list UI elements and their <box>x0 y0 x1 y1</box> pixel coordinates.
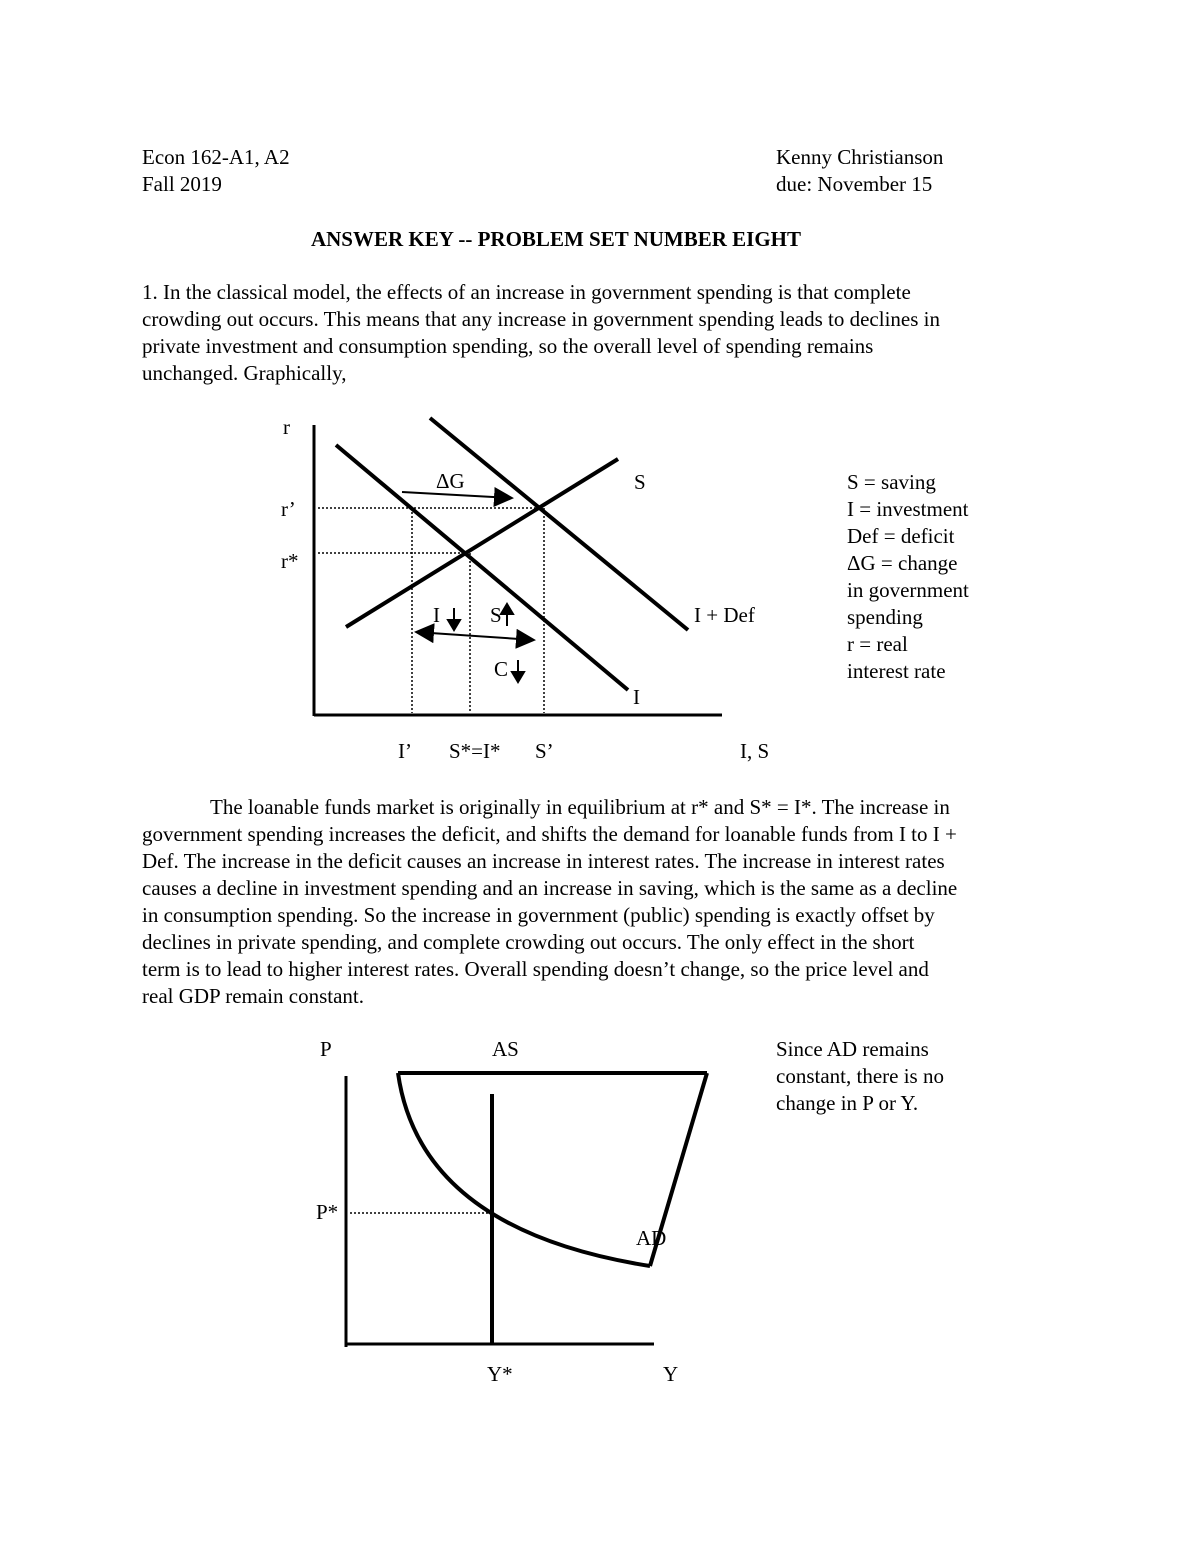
lf-label-s-up: S <box>490 603 502 627</box>
instructor-name: Kenny Christianson <box>776 145 944 169</box>
lf-label-S-prime: S’ <box>535 739 554 763</box>
adas-label-AD: AD <box>636 1226 667 1250</box>
lf-label-I-prime: I’ <box>398 739 412 763</box>
legend-line: spending <box>847 605 923 629</box>
legend-line: r = real <box>847 632 908 656</box>
ad-curve <box>398 1073 650 1266</box>
term-label: Fall 2019 <box>142 172 222 196</box>
adas-axis-label-Y: Y <box>663 1362 679 1386</box>
adas-label-AS: AS <box>492 1037 519 1061</box>
adas-label-P-star: P* <box>316 1200 339 1224</box>
legend-line: I = investment <box>847 497 969 521</box>
adas-axis-label-P: P <box>320 1037 332 1061</box>
lf-label-I-def-curve: I + Def <box>694 603 755 627</box>
lf-label-S-curve: S <box>634 470 646 494</box>
legend-line: ΔG = change <box>847 551 958 575</box>
lf-label-r-prime: r’ <box>281 497 296 521</box>
legend-line: interest rate <box>847 659 946 683</box>
question-1-text: 1. In the classical model, the effects of an increase in government spending is that complete crowding out occurs. This means that any increase in government spending leads to declines in private investment and consumption spending, so the overall level of spending remains unchanged. Graphically, <box>142 280 940 385</box>
lf-label-delta-g: ΔG <box>436 469 465 493</box>
side-note <box>776 1036 944 1117</box>
lf-label-I-curve: I <box>633 685 640 709</box>
lf-label-S-star-I-star: S*=I* <box>449 739 501 763</box>
adas-label-Y-star: Y* <box>487 1362 513 1386</box>
lf-label-r-star: r* <box>281 549 299 573</box>
investment-saving-arrow <box>416 632 534 640</box>
legend-line: S = saving <box>847 470 936 494</box>
legend <box>847 469 969 685</box>
lf-axis-label-r: r <box>283 415 290 439</box>
lf-label-c-down: C <box>494 657 509 681</box>
saving-curve <box>346 459 618 627</box>
lf-label-i-down: I <box>433 603 440 627</box>
course-label: Econ 162-A1, A2 <box>142 145 290 169</box>
page-title: ANSWER KEY -- PROBLEM SET NUMBER EIGHT <box>310 227 802 251</box>
legend-line: Def = deficit <box>847 524 955 548</box>
due-date: due: November 15 <box>776 172 933 196</box>
side-note-line: Since AD remains <box>776 1037 929 1061</box>
investment-plus-deficit-curve <box>430 418 688 630</box>
explanation-paragraph: The loanable funds market is originally in equilibrium at r* and S* = I*. The increase in government spending increases the deficit, and shifts the demand for loanable funds from I to I + Def. The increase in the deficit causes an increase in interest rates. The increase in interest rates causes a decline in investment spending and an increase in saving, which is the same as a decline in consumption spending. So the increase in government (public) spending is exactly offset by declines in private spending, and complete crowding out occurs. The only effect in the short term is to lead to higher interest rates. Overall spending doesn’t change, so the price level and real GDP remain constant. <box>142 795 958 1008</box>
lf-axis-label-IS: I, S <box>740 739 770 763</box>
legend-line: in government <box>847 578 969 602</box>
side-note-line: constant, there is no <box>776 1064 944 1088</box>
side-note-line: change in P or Y. <box>776 1091 919 1115</box>
